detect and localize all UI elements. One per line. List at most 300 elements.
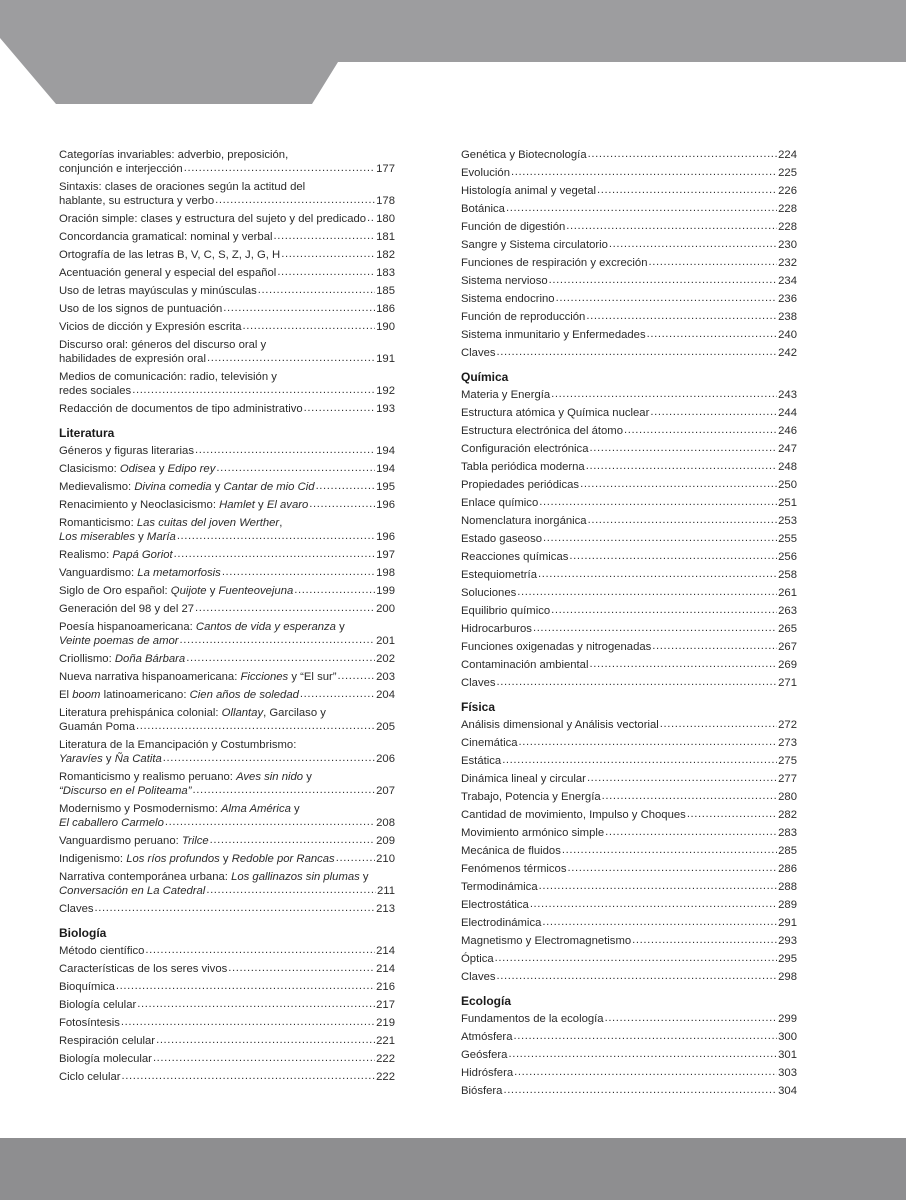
toc-entry[interactable] — [461, 604, 797, 618]
toc-entry-text: Literatura prehispánica colonial: — [59, 707, 222, 719]
dot-leader — [632, 933, 777, 947]
toc-entry[interactable] — [461, 1084, 797, 1098]
dot-leader — [687, 807, 777, 821]
toc-entry[interactable] — [461, 736, 797, 750]
toc-entry[interactable] — [59, 602, 395, 616]
page-number: 202 — [376, 653, 395, 665]
page-number: 263 — [778, 605, 797, 617]
dot-leader — [597, 183, 777, 197]
toc-entry[interactable] — [59, 148, 395, 176]
page-number: 255 — [778, 533, 797, 545]
toc-entry-text: “Discurso en el Politeama” — [59, 785, 192, 797]
page-number: 298 — [778, 971, 797, 983]
toc-entry[interactable] — [59, 180, 395, 208]
toc-entry[interactable] — [461, 1030, 797, 1044]
dot-leader — [116, 979, 375, 993]
toc-entry[interactable] — [461, 754, 797, 768]
toc-entry-text: El — [59, 689, 73, 701]
dot-leader — [195, 443, 375, 457]
toc-entry-text: El caballero Carmelo — [59, 817, 164, 829]
page-number: 304 — [778, 1085, 797, 1097]
toc-entry[interactable] — [461, 1048, 797, 1062]
toc-entry-text: Edipo rey — [167, 463, 216, 475]
toc-entry-text: y — [155, 463, 168, 475]
dot-leader — [562, 843, 777, 857]
toc-entry[interactable] — [461, 478, 797, 492]
toc-entry-text: Soluciones — [461, 587, 517, 599]
dot-leader — [122, 1069, 376, 1083]
toc-entry[interactable] — [461, 442, 797, 456]
dot-leader — [210, 833, 375, 847]
toc-entry-text: conjunción e interjección — [59, 163, 183, 175]
page-number: 211 — [376, 885, 395, 897]
toc-entry-text: redes sociales — [59, 385, 132, 397]
toc-entry-text: Claves — [461, 677, 496, 689]
toc-entry-text: El avaro — [266, 499, 309, 511]
toc-entry[interactable] — [59, 230, 395, 244]
dot-leader — [508, 1047, 777, 1061]
page-number: 286 — [778, 863, 797, 875]
dot-leader — [587, 771, 777, 785]
toc-entry-text: Trabajo, Potencia y Energía — [461, 791, 601, 803]
toc-entry[interactable] — [461, 718, 797, 732]
toc-entry[interactable] — [461, 808, 797, 822]
toc-right-column — [461, 148, 797, 1102]
page-number: 291 — [778, 917, 797, 929]
page-number: 240 — [778, 329, 797, 341]
toc-entry-text: Óptica — [461, 953, 494, 965]
toc-entry-text: Estática — [461, 755, 502, 767]
toc-entry[interactable] — [461, 202, 797, 216]
toc-entry-text: Ortografía de las letras B, V, C, S, Z, J, G, H — [59, 249, 281, 261]
dot-leader — [513, 1029, 777, 1043]
toc-entry[interactable] — [461, 184, 797, 198]
toc-entry[interactable] — [59, 284, 395, 298]
page-number: 236 — [778, 293, 797, 305]
dot-leader — [605, 825, 777, 839]
toc-entry[interactable] — [461, 460, 797, 474]
toc-entry[interactable] — [59, 870, 395, 898]
dot-leader — [586, 459, 777, 473]
dot-leader — [195, 601, 375, 615]
toc-entry-text: Movimiento armónico simple — [461, 827, 605, 839]
dot-leader — [589, 441, 777, 455]
toc-entry[interactable] — [59, 1016, 395, 1030]
dot-leader — [549, 273, 777, 287]
dot-leader — [274, 229, 376, 243]
toc-entry[interactable] — [59, 320, 395, 334]
toc-entry-text: y — [219, 853, 232, 865]
toc-entry-text: Función de digestión — [461, 221, 566, 233]
page-number: 242 — [778, 347, 797, 359]
page-number: 185 — [376, 285, 395, 297]
toc-entry-text: Vanguardismo peruano: — [59, 835, 182, 847]
toc-entry[interactable] — [59, 738, 395, 766]
toc-entry[interactable] — [59, 548, 395, 562]
dot-leader — [228, 961, 375, 975]
dot-leader — [556, 291, 778, 305]
toc-entry[interactable] — [461, 916, 797, 930]
dot-leader — [215, 193, 375, 207]
toc-entry-text: Concordancia gramatical: nominal y verbal — [59, 231, 273, 243]
toc-entry[interactable] — [461, 406, 797, 420]
toc-entry[interactable] — [461, 220, 797, 234]
dot-leader — [281, 247, 375, 261]
toc-entry-text: Biología celular — [59, 999, 137, 1011]
toc-entry[interactable] — [461, 862, 797, 876]
toc-entry-text: Los miserables — [59, 531, 135, 543]
dot-leader — [588, 147, 778, 161]
toc-entry-text: Dinámica lineal y circular — [461, 773, 586, 785]
toc-entry[interactable] — [59, 1070, 395, 1084]
dot-leader — [304, 401, 375, 415]
page-number: 238 — [778, 311, 797, 323]
dot-leader — [180, 633, 376, 647]
toc-entry-text: Redacción de documentos de tipo administrativo — [59, 403, 303, 415]
toc-entry[interactable] — [59, 652, 395, 666]
toc-entry[interactable] — [59, 620, 395, 648]
page-number: 288 — [778, 881, 797, 893]
toc-entry[interactable] — [461, 970, 797, 984]
toc-entry[interactable] — [59, 770, 395, 798]
dot-leader — [223, 301, 375, 315]
toc-entry[interactable] — [59, 444, 395, 458]
page-number: 303 — [778, 1067, 797, 1079]
toc-entry[interactable] — [59, 802, 395, 830]
toc-entry-text: Literatura de la Emancipación y Costumbrismo: — [59, 739, 297, 751]
toc-entry[interactable] — [59, 338, 395, 366]
page-number: 221 — [376, 1035, 395, 1047]
toc-entry[interactable] — [59, 566, 395, 580]
toc-entry[interactable] — [59, 944, 395, 958]
toc-entry-text: Papá Goriot — [112, 549, 173, 561]
toc-entry-text: Clasicismo: — [59, 463, 120, 475]
toc-entry[interactable] — [59, 962, 395, 976]
page-number: 244 — [778, 407, 797, 419]
toc-entry[interactable] — [461, 880, 797, 894]
toc-entry[interactable] — [59, 302, 395, 316]
toc-entry-text: Estequiometría — [461, 569, 537, 581]
page-number: 216 — [376, 981, 395, 993]
toc-entry[interactable] — [461, 826, 797, 840]
page-number: 250 — [778, 479, 797, 491]
toc-entry[interactable] — [461, 568, 797, 582]
toc-entry-text: Claves — [59, 903, 94, 915]
page-number: 201 — [376, 635, 395, 647]
dot-leader — [503, 1083, 777, 1097]
toc-entry[interactable] — [461, 292, 797, 306]
dot-leader — [243, 319, 376, 333]
dot-leader — [216, 461, 375, 475]
toc-entry[interactable] — [461, 1066, 797, 1080]
dot-leader — [192, 783, 375, 797]
dot-leader — [258, 283, 375, 297]
toc-entry-text: Uso de los signos de puntuación — [59, 303, 223, 315]
page-number: 204 — [376, 689, 395, 701]
dot-leader — [539, 495, 777, 509]
toc-entry[interactable] — [461, 310, 797, 324]
dot-leader — [186, 651, 375, 665]
toc-entry-text: María — [146, 531, 176, 543]
toc-entry[interactable] — [59, 1034, 395, 1048]
toc-entry[interactable] — [59, 266, 395, 280]
toc-entry-text: Análisis dimensional y Análisis vectorial — [461, 719, 659, 731]
dot-leader — [184, 161, 375, 175]
toc-entry-text: , — [279, 517, 283, 529]
toc-entry[interactable] — [461, 844, 797, 858]
dot-leader — [624, 423, 777, 437]
page-number: 258 — [778, 569, 797, 581]
page-number: 194 — [376, 445, 395, 457]
toc-entry[interactable] — [59, 834, 395, 848]
toc-entry[interactable] — [59, 462, 395, 476]
toc-entry[interactable] — [461, 238, 797, 252]
toc-entry[interactable] — [461, 550, 797, 564]
toc-entry[interactable] — [461, 166, 797, 180]
toc-entry-text: y — [206, 585, 219, 597]
page-number: 293 — [778, 935, 797, 947]
page-number: 203 — [376, 671, 395, 683]
dot-leader — [519, 735, 778, 749]
dot-leader — [602, 789, 778, 803]
toc-entry-text: Hamlet — [219, 499, 255, 511]
toc-entry-text: Fuenteovejuna — [218, 585, 294, 597]
toc-entry[interactable] — [461, 388, 797, 402]
page-number: 273 — [778, 737, 797, 749]
toc-entry-text: Materia y Energía — [461, 389, 551, 401]
toc-entry-text: Odisea — [119, 463, 156, 475]
toc-entry[interactable] — [59, 688, 395, 702]
page-number: 300 — [778, 1031, 797, 1043]
dot-leader — [121, 1015, 375, 1029]
toc-entry-text: Guamán Poma — [59, 721, 135, 733]
toc-entry-text: y — [254, 499, 267, 511]
page-number: 214 — [376, 945, 395, 957]
toc-entry-text: Método científico — [59, 945, 145, 957]
toc-entry[interactable] — [461, 772, 797, 786]
dot-leader — [309, 497, 375, 511]
page-number: 253 — [778, 515, 797, 527]
toc-entry-text: Modernismo y Posmodernismo: — [59, 803, 221, 815]
section-biologia — [59, 944, 395, 1084]
toc-entry-text: Poesía hispanoamericana: — [59, 621, 196, 633]
toc-entry-text: Oración simple: clases y estructura del sujeto y del predicado — [59, 213, 367, 225]
dot-leader — [497, 675, 778, 689]
toc-entry-text: Contaminación ambiental — [461, 659, 589, 671]
toc-entry[interactable] — [59, 402, 395, 416]
toc-entry[interactable] — [461, 148, 797, 162]
dot-leader — [551, 387, 777, 401]
toc-entry[interactable] — [461, 898, 797, 912]
dot-leader — [580, 477, 777, 491]
toc-entry[interactable] — [59, 1052, 395, 1066]
toc-entry-text: Redoble por Rancas — [231, 853, 335, 865]
dot-leader — [177, 529, 375, 543]
toc-entry-text: Función de reproducción — [461, 311, 586, 323]
toc-entry-text: Histología animal y vegetal — [461, 185, 597, 197]
page-number: 226 — [778, 185, 797, 197]
toc-entry[interactable] — [461, 274, 797, 288]
toc-entry[interactable] — [59, 706, 395, 734]
toc-entry-text: Ficciones — [240, 671, 289, 683]
toc-entry[interactable] — [461, 658, 797, 672]
page-number: 271 — [778, 677, 797, 689]
page-number: 208 — [376, 817, 395, 829]
toc-entry-text: Vicios de dicción y Expresión escrita — [59, 321, 242, 333]
toc-entry-text: Genética y Biotecnología — [461, 149, 587, 161]
page-number: 178 — [376, 195, 395, 207]
toc-entry-text: Electrodinámica — [461, 917, 542, 929]
page-number: 199 — [376, 585, 395, 597]
page-number: 269 — [778, 659, 797, 671]
toc-entry-text: Categorías invariables: adverbio, preposición, — [59, 149, 289, 161]
toc-entry-text: Cantidad de movimiento, Impulso y Choques — [461, 809, 686, 821]
dot-leader — [588, 513, 778, 527]
header-band — [0, 0, 906, 104]
dot-leader — [338, 669, 376, 683]
toc-entry-text: Discurso oral: géneros del discurso oral y — [59, 339, 267, 351]
page-number: 285 — [778, 845, 797, 857]
toc-entry-text: Reacciones químicas — [461, 551, 569, 563]
toc-entry-text: Realismo: — [59, 549, 113, 561]
page-number: 209 — [376, 835, 395, 847]
toc-entry[interactable] — [461, 676, 797, 690]
toc-entry[interactable] — [59, 370, 395, 398]
page-number: 206 — [376, 753, 395, 765]
page-number: 228 — [778, 203, 797, 215]
toc-entry[interactable] — [461, 586, 797, 600]
toc-entry[interactable] — [59, 670, 395, 684]
toc-entry[interactable] — [59, 212, 395, 226]
page-number: 248 — [778, 461, 797, 473]
dot-leader — [511, 165, 777, 179]
toc-entry-text: hablante, su estructura y verbo — [59, 195, 215, 207]
toc-entry-text: y — [134, 531, 147, 543]
toc-entry[interactable] — [59, 584, 395, 598]
toc-entry[interactable] — [461, 256, 797, 270]
section-ecologia — [461, 1012, 797, 1098]
toc-entry-text: Medios de comunicación: radio, televisión y — [59, 371, 277, 383]
dot-leader — [206, 883, 376, 897]
page-number: 194 — [376, 463, 395, 475]
toc-entry-text: Hidrocarburos — [461, 623, 532, 635]
toc-left-column — [59, 148, 395, 1088]
toc-entry-text: Claves — [461, 971, 496, 983]
page-number: 283 — [778, 827, 797, 839]
toc-entry[interactable] — [59, 516, 395, 544]
toc-entry[interactable] — [461, 514, 797, 528]
page-number: 246 — [778, 425, 797, 437]
toc-entry[interactable] — [461, 496, 797, 510]
toc-entry[interactable] — [461, 640, 797, 654]
toc-entry-text: Ciclo celular — [59, 1071, 121, 1083]
toc-entry[interactable] — [461, 952, 797, 966]
page-number: 180 — [376, 213, 395, 225]
dot-leader — [542, 915, 777, 929]
toc-entry[interactable] — [59, 852, 395, 866]
page-number: 186 — [376, 303, 395, 315]
page-number: 251 — [778, 497, 797, 509]
dot-leader — [566, 219, 777, 233]
toc-entry-text: Estructura atómica y Química nuclear — [461, 407, 650, 419]
toc-entry[interactable] — [59, 902, 395, 916]
toc-entry-text: Romanticismo: — [59, 517, 137, 529]
section-literatura — [59, 444, 395, 916]
toc-entry[interactable] — [461, 328, 797, 342]
page-number: 183 — [376, 267, 395, 279]
dot-leader — [153, 1051, 375, 1065]
toc-entry-text: Atmósfera — [461, 1031, 513, 1043]
dot-leader — [539, 879, 778, 893]
toc-entry[interactable] — [461, 622, 797, 636]
toc-entry[interactable] — [59, 980, 395, 994]
toc-entry-text: La metamorfosis — [137, 567, 221, 579]
dot-leader — [506, 201, 777, 215]
toc-entry-text: Uso de letras mayúsculas y minúsculas — [59, 285, 257, 297]
toc-entry-text: Características de los seres vivos — [59, 963, 228, 975]
toc-entry-text: Renacimiento y Neoclasicismo: — [59, 499, 220, 511]
toc-entry[interactable] — [461, 790, 797, 804]
toc-entry[interactable] — [461, 934, 797, 948]
section-quimica — [461, 388, 797, 690]
toc-entry-text: Sistema nervioso — [461, 275, 548, 287]
toc-entry[interactable] — [59, 498, 395, 512]
toc-entry-text: , Garcilaso y — [263, 707, 326, 719]
toc-entry-text: Conversación en La Catedral — [59, 885, 206, 897]
page-number: 232 — [778, 257, 797, 269]
page-number: 190 — [376, 321, 395, 333]
toc-entry-text: Veinte poemas de amor — [59, 635, 179, 647]
toc-entry[interactable] — [461, 1012, 797, 1026]
dot-leader — [300, 687, 375, 701]
toc-entry-text: Los ríos profundos — [126, 853, 220, 865]
page-number: 243 — [778, 389, 797, 401]
toc-entry-text: Configuración electrónica — [461, 443, 589, 455]
toc-entry-text: Las cuitas del joven Werther — [136, 517, 280, 529]
page-number: 219 — [376, 1017, 395, 1029]
dot-leader — [569, 549, 777, 563]
dot-leader — [174, 547, 375, 561]
dot-leader — [589, 657, 777, 671]
dot-leader — [649, 255, 778, 269]
page-number: 207 — [376, 785, 395, 797]
toc-entry-text: Indigenismo: — [59, 853, 127, 865]
toc-entry-text: Sangre y Sistema circulatorio — [461, 239, 608, 251]
toc-entry-text: Funciones de respiración y excreción — [461, 257, 648, 269]
dot-leader — [136, 719, 375, 733]
dot-leader — [567, 861, 777, 875]
toc-entry[interactable] — [461, 346, 797, 360]
toc-entry[interactable] — [461, 532, 797, 546]
toc-entry[interactable] — [59, 480, 395, 494]
toc-entry-text: Estado gaseoso — [461, 533, 543, 545]
page-number: 191 — [376, 353, 395, 365]
toc-entry-text: Biósfera — [461, 1085, 503, 1097]
toc-entry[interactable] — [59, 248, 395, 262]
page-number: 196 — [376, 531, 395, 543]
toc-entry-text: Trilce — [181, 835, 209, 847]
toc-entry-text: Biología molecular — [59, 1053, 152, 1065]
section-lengua — [59, 148, 395, 416]
toc-entry-text: Aves sin nido — [236, 771, 304, 783]
toc-entry[interactable] — [59, 998, 395, 1012]
toc-entry-text: Termodinámica — [461, 881, 538, 893]
toc-entry-text: Divina comedia — [134, 481, 212, 493]
dot-leader — [336, 851, 375, 865]
toc-entry-text: Nueva narrativa hispanoamericana: — [59, 671, 241, 683]
toc-entry-text: Hidrósfera — [461, 1067, 514, 1079]
toc-entry[interactable] — [461, 424, 797, 438]
